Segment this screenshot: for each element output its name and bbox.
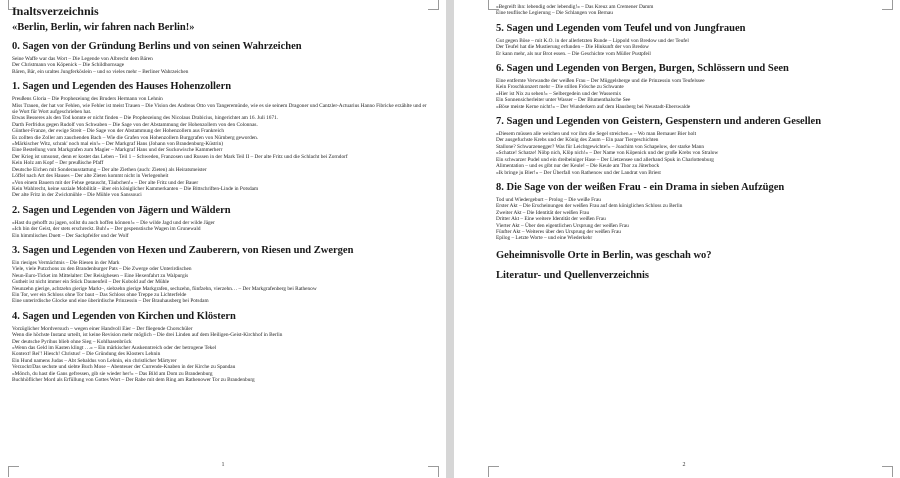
chapter-entries <box>496 197 876 242</box>
page-number: 2 <box>682 462 686 468</box>
toc-entry: «Ik bringe ju Bier!» – Der Überfall von Rathenow und der Landrat von Briest <box>496 169 661 176</box>
toc-entry: Kontext! Rei'! Hiesch! Christus! – Die Gründung des Klosters Lehnin <box>12 351 161 358</box>
chapter-section <box>12 310 432 384</box>
toc-entry: Vorzüglicher Mordversuch – wegen einer Handvoll Eier – Der fliegende Chorschüler <box>12 325 193 332</box>
toc-entry: Ein Sonnensicherleiter unter Wasser – Der Blumenthalsche See <box>496 97 631 104</box>
chapter-section <box>12 80 432 199</box>
chapter-heading: 4. Sagen und Legenden von Kirchen und Klöstern <box>12 310 236 322</box>
toc-entry: Wenn die höchste Instanz urteilt, ist keine Revision mehr möglich – Die drei Linden auf dem Heiligen-Geist-Kirchhof in Berlin <box>12 332 283 339</box>
toc-entry: «Hast du gehofft zu jagen, sollst du auch hoffen können!» – Die wilde Jagd und der wilde Jäger <box>12 219 215 226</box>
toc-subtitle: «Berlin, Berlin, wir fahren nach Berlin!» <box>12 22 195 33</box>
toc-entry: Der ausgefuchste Krebs und der König des Zaum – Ein paar Tiergeschichten <box>496 137 659 144</box>
chapter-heading: 6. Sagen und Legenden von Bergen, Burgen, Schlössern und Seen <box>496 63 789 75</box>
page-2 <box>454 0 900 478</box>
toc-entry: Der Krieg ist umsonst, denn er kostet das Leben – Teil 1 – Schweden, Franzosen und Russen in der Mark Teil II – Der alte Fritz und die Schlacht bei Zorndorf <box>12 153 348 160</box>
chapter-entries <box>12 56 432 75</box>
page-1-content <box>12 4 432 385</box>
chapter-section <box>496 62 876 110</box>
toc-entry: Etwas Besseres als den Tod konnte er nicht finden – Die Prophezeiung des Nicolaus Drabicius, hingerichtet am 16. Juli 1671. <box>12 115 279 122</box>
toc-entry: Kein Holz am Kopf – Der preußische Pfaff <box>12 160 104 167</box>
chapter-entries <box>12 220 432 239</box>
chapter-section <box>496 181 876 242</box>
chapter-heading: 2. Sagen und Legenden von Jägern und Wäldern <box>12 204 231 216</box>
chapter-heading: Literatur- und Quellenverzeichnis <box>496 269 650 281</box>
toc-entry: Kein Wahlrecht, keine soziale Mobilität – über ein königlicher Kammerkanten – Die Bittschriften-Linde in Potsdam <box>12 185 259 192</box>
toc-entry: Eine teuflische Legierung – Die Schlangen von Bernau <box>496 10 613 17</box>
chapter-entries <box>496 78 876 110</box>
toc-entry: Es zollten die Zoller am zauchenden Bach – Wie die Grafen von Hohenzollern Burggrafen von Nürnberg geworden. <box>12 134 259 141</box>
chapter-list <box>12 40 432 383</box>
chapter-entries <box>12 260 432 305</box>
chapter-heading: 7. Sagen und Legenden von Geistern, Gespenstern und anderen Gesellen <box>496 116 822 128</box>
page-1 <box>0 0 446 478</box>
toc-entry: «Hier ist Nix zu sehen!» – Selbergedein und der Wassernix <box>496 90 622 97</box>
chapter-entries <box>496 131 876 176</box>
crop-mark <box>428 466 439 477</box>
toc-entry: «Diesem müssen alle weichen und vor ihm die Segel streichen.» – Wo man Bernauer Bier holt <box>496 131 697 138</box>
toc-entry: Tod und Wiedergeburt – Prolog – Die weiße Frau <box>496 196 601 203</box>
toc-entry: Epilog – Letzte Worte – und eine Wiederkehr <box>496 235 593 242</box>
chapter-section <box>12 244 432 305</box>
toc-entry: Preußens Gloria – Die Prophezeiung des Bruders Hermann von Lehnin <box>12 96 163 103</box>
toc-entry: «Begreift ihn: lebendig oder lebendig!» – Das Kreuz am Cremener Damm <box>496 4 654 10</box>
crop-mark <box>8 466 19 477</box>
toc-entry: «Ich bin der Geist, der stets erschreckt. Buh!» – Der gespenstische Wagen im Grunewald <box>12 226 201 233</box>
chapter-entries <box>496 38 876 57</box>
toc-entry: Eine Bestellung vom Markgrafen zum Magier – Markgraf Hans und der Suckowische Kammerherr <box>12 147 223 154</box>
toc-entry: Seine Waffe war das Wort – Die Legende von Albrecht dem Bären <box>12 56 153 62</box>
toc-title[interactable]: Inaltsverzeichnis <box>12 4 99 18</box>
toc-entry: Günther-Franze, der ewige Streit – Die Sage von der Abstammung der Hohenzollern aus Frankreich <box>12 128 224 135</box>
toc-entry: «Schatze! Schatze! Nöbp nich, Klöp nich!» – Der Name von Köpenick und der große Krebs von Stralow <box>496 150 719 157</box>
toc-entry: Erster Akt – Die Erscheinungen der weißen Frau auf dem königlichen Schloss zu Berlin <box>496 203 683 210</box>
chapter-section <box>12 40 432 75</box>
toc-entry: Buchhöflicher Mord als Erfüllung von Gottes Wort – Der Rabe mit dem Ring am Rathenower Tor zu Brandenburg <box>12 377 255 384</box>
chapter-list <box>496 22 876 282</box>
toc-entry: Miss Trauen, der hat vor Fehlen, wie Fehler ist meist Trauen – Die Vision des Andreas Otto von Tangeremünde, wie es sie seinem Dragoner und Cantzler-Actuarius Hanno Fibricke erzählte und er sie Wort für Wort aufgeschrieben hat. <box>12 102 427 116</box>
intro-items <box>496 4 876 17</box>
crop-mark <box>488 466 499 477</box>
toc-entry: Neunzehn gierige, achtzehn gierige Markt–, siebzehn gierige Markgrafen, sechzehn, fünfzehn, vierzehn… – Der Markgrafenberg bei Rathenow <box>12 285 317 292</box>
toc-entry: «Märkischer Witz, schrak' noch mal ein!» – Der Markgraf Hans (Johann von Brandenburg-Küstrin) <box>12 141 224 148</box>
chapter-heading: 1. Sagen und Legenden des Hauses Hohenzollern <box>12 81 232 93</box>
chapter-section <box>12 204 432 239</box>
toc-entry: Eine entfernte Verwandte der weißen Frau – Der Müggelsberge und die Prinzessin vom Teufelssee <box>496 78 705 85</box>
chapter-heading: 8. Die Sage von der weißen Frau - ein Drama in sieben Aufzügen <box>496 181 785 193</box>
toc-entry: Deutsche Eichen mit Sonderausstattung – Der alte Ziethen (auch: Zieten) als Heiratsmeister <box>12 166 207 173</box>
toc-entry: Zweiter Akt – Die Identität der weißen Frau <box>496 209 590 216</box>
page-gutter <box>446 0 454 478</box>
toc-entry: «Böse meiste Kerne nicht!» – Der Wunderkern auf dem Hausberg bei Neustadt-Eberswalde <box>496 103 691 110</box>
toc-entry: Eine unterirdische Glocke und eine überirdische Prinzessin – Der Brauhausberg bei Potsdam <box>12 298 209 305</box>
chapter-heading: 3. Sagen und Legenden von Hexen und Zauberern, von Riesen und Zwergen <box>12 244 354 256</box>
chapter-section <box>496 269 876 282</box>
toc-entry: Vierter Akt – Über den eigentlichen Ursprung der weißen Frau <box>496 222 629 229</box>
toc-entry: Bären, Bär, ein uraltes Jungferköslein – und so vieles mehr – Berliner Wahrzeichen <box>12 68 189 75</box>
toc-entry: Ein himmlisches Duett – Der Sackpfeifer und der Wolf <box>12 232 129 239</box>
chapter-heading: 5. Sagen und Legenden vom Teufel und von Jungfrauen <box>496 22 746 34</box>
chapter-section <box>496 22 876 57</box>
toc-entry: «Mönch, du hast die Gans gefressen, gib sie wieder her!» – Das Bild am Dom zu Brandenburg <box>12 370 213 377</box>
chapter-entries <box>12 96 432 199</box>
toc-entry: Fünfter Akt – Weiteres über den Ursprung der weißen Frau <box>496 228 621 235</box>
toc-entry: Der Teufel hat die Mustierung erfunden – Die Hinkunft der von Bredow <box>496 44 649 51</box>
toc-entry: Verzockt/Das sechste und siebte Buch Mose – Abenteuer der Currende-Knaben in der Kirche zu Spandau <box>12 364 236 371</box>
toc-entry: Alimentation – und es gibt nur der Keule! – Die Keule am Thor zu Jüterbock <box>496 163 660 170</box>
toc-entry: Viele, viele Putzchons zu den Brandenburger Pats – Die Zwerge oder Unterirdischen <box>12 266 192 273</box>
toc-entry: Ein riesiges Vermächtnis – Die Riesen in der Mark <box>12 259 120 266</box>
toc-entry: Ein Hund namens Judas – Abt Sebaldus von Lehnin, ein christlicher Märtyrer <box>12 357 177 364</box>
toc-entry: Ein Tor, wer ein Schloss ohne Tor baut – Das Schloss ohne Treppe zu Lichterfelde <box>12 291 187 298</box>
toc-entry: Gut gegen Böse – mit K.O. in der allerletzten Runde – Lippold von Bredow und der Teufel <box>496 37 689 44</box>
chapter-section <box>496 249 876 262</box>
toc-entry: Der Christmann von Köpenick – Die Schildhornsage <box>12 62 125 69</box>
toc-entry: Löffel nach Art des Hauses – Der alte Zieten kommt nicht in Verlegenheit <box>12 173 169 180</box>
toc-entry: Darth Ferfridus gegen Rudolf von Schwaben – Die Sage von der Abstammung der Hohenzollern von den Colonnas. <box>12 121 258 128</box>
crop-mark <box>882 0 893 10</box>
chapter-section <box>496 115 876 176</box>
toc-entry: Er kann mehr, als nur Brot essen. – Die Geschichte vom Müller Pustpfeil <box>496 50 651 57</box>
toc-entry: Dritter Akt – Eine weitere Identität der weißen Frau <box>496 216 606 223</box>
toc-entry: Kein Froschkonzert mehr – Die stillen Frösche zu Schwante <box>496 84 624 91</box>
chapter-heading: Geheimnisvolle Orte in Berlin, was geschah wo? <box>496 249 712 261</box>
toc-entry: Neun-Euro-Ticket im Mittelalter: Der Reisighesen – Eine Hexenfahrt zu Walpurgis <box>12 272 189 279</box>
toc-entry: «Wenn das Geld im Kasten klingt …» – Ein märkischer Auskenntreich oder der betrogene Tekel <box>12 345 217 351</box>
toc-entry: Der deutsche Pyrihus blieb ohne Sieg – Kohlhasenbrück <box>12 338 132 345</box>
crop-mark <box>882 466 893 477</box>
toc-entry: «Von einem Bauern mit der Fehse getauscht, Täubchen!» – Der alte Fritz und der Bauer <box>12 179 199 186</box>
page-2-content <box>496 4 876 285</box>
page-number: 1 <box>221 462 225 468</box>
toc-entry: Stallone? Schwarzenegger? Was für Leichtgewichte!» – Joachim von Schapelow, der starke Mann <box>496 143 704 150</box>
chapter-entries <box>12 326 432 384</box>
toc-entry: Gutheit ist nicht immer ein Stück Daunenfeil – Der Kobold auf der Mühle <box>12 279 170 286</box>
chapter-heading: 0. Sagen von der Gründung Berlins und von seinen Wahrzeichen <box>12 41 302 52</box>
toc-entry: Ein schwarzer Pudel und ein dreibeiniger Hase – Der Lietzensee und allerhand Spuk in Charlottenburg <box>496 156 714 163</box>
toc-entry: Der alte Fritz in der Zwickmühle – Die Mühle von Sanssouci <box>12 192 142 199</box>
